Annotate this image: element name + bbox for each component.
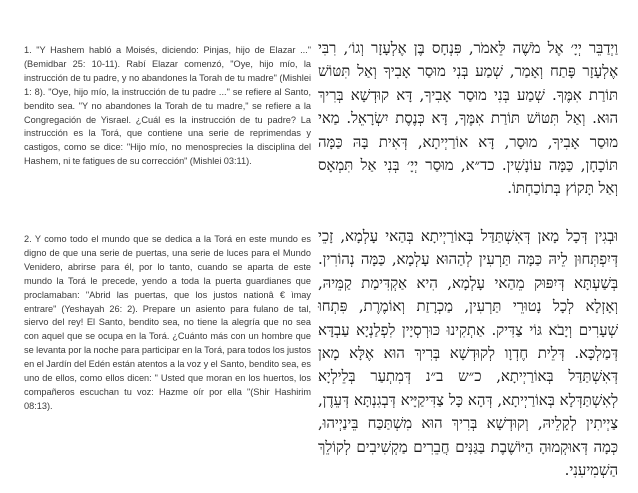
- hebrew-paragraph-1: וַיְדַבֵּר יְיָ׳ אֶל מֹשֶׁה לֵּאמֹר, פִּנְחָס בֶּן אֶלְעָזָר וְגוֹ׳, רִבִּי אֶלְעָזָר פָּתַח וְאָמַר, שְׁמַע בְּנִי מוּסַר אָבִיךָ וְאַל תִּטּוֹשׁ תּוֹרַת אִמֶּךָ. שְׁמַע בְּנִי מוּסַר אָבִיךָ, דָּא קוּדְשָׁא בְּרִיךְ הוּא. וְאַל תִּטּוֹשׁ תּוֹרַת אִמֶּךָ, דָּא כְּנֶסֶת יִשְׂרָאֵל. מַאי מוּסַר אָבִיךָ, מוּסָר, דָּא אוֹרַיְיתָא, דְּאִית בָּהּ כַּמָּה תּוֹכָחָן, כַּמָּה עוֹנָשִׁין. כד״א, מוּסַר יְיָ׳ בְּנִי אַל תִּמְאָס וְאַל תָּקוֹץ בְּתוֹכַחְתּוֹ.: [318, 39, 618, 198]
- spanish-paragraph-2: 2. Y como todo el mundo que se dedica a la Torá en este mundo es digno de que una serie de puertas, una serie de luces para el Mundo Venidero, abrirse para él, por lo tanto, cuando se aparta de este mundo la Torá le precede, yendo a toda la puerta guardianes que proclamaban: "Abrid las puertas, que los justos nationâ € ìmay entrare" (Yeshayah 26: 2). Prepare un asiento para fulano de tal, siervo del rey! El Santo, bendito sea, no tiene la alegría que no sea con aquel que se ocupa en la Torá. ¿Cuánto más con un hombre que se levanta por la noche para participar en la Torá, para todos los justos en el Jardín del Edén están atentos a la voz y el Santo, bendito sea, es uno de ellos, como ellos dicen: " Usted que moran en los huertos, los compañeros escuchan tu voz: Hazme oír por ella "(Shir Hashirim 08:13).: [24, 234, 311, 411]
- hebrew-paragraph-2: וּבְגִין דְּכָל מָאן דְּאִשְׁתַּדַּל בְּאוֹרַיְיתָא בְּהַאי עָלְמָא, זָכֵי דְּיִפְתְּחוּן לֵיהּ כַּמָּה תַּרְעִין לְהַהוּא עָלְמָא, כַּמָּה נְהוֹרִין. בְּשַׁעְתָּא דְּיִפּוּק מֵהַאי עָלְמָא, הִיא אַקְדִּימַת קַמֵּיהּ, וְאָזְלָא לְכָל נָטוּרֵי תַּרְעִין, מַכְרָזַת וְאוֹמֶרֶת, פִּתְחוּ שְׁעָרִים וְיָבֹא גּוֹי צַדִּיק. אַתְקִינוּ כּוּרְסְיָין לִפְלַנְיָא עַבְדָּא דְּמַלְכָּא. דְּלֵית חֶדְוָו לְקוּדְשָׁא בְּרִיךְ הוּא אֶלָּא מָאן דְּאִשְׁתַּדַּל בְּאוֹרַיְיתָא, כ״ש ב״נ דְּמִתְעַר בְּלֵילְיָא לְאִשְׁתַּדְּלָא בְּאוֹרַיְיתָא, דְּהָא כָּל צַדִּיקַיָּיא דְּבְגִנְתָּא דְּעֵדֶן, צַיְיתִין לְקָלֵיהּ, וְקוּדְשָׁא בְּרִיךְ הוּא מִשְׁתַּכַּח בֵּינַיְיהוּ, כְּמָה דְּאוּקְמוּהָ הַיּוֹשֶׁבֶת בַּגַּנִּים חֲבֵרִים מַקְשִׁיבִים לְקוֹלֵךְ הַשְׁמִיעִנִי.: [318, 227, 618, 480]
- spanish-paragraph-1: 1. "Y Hashem habló a Moisés, diciendo: Pinjas, hijo de Elazar ..." (Bemidbar 25: 10-11). Rabí Elazar comenzó, "Oye, hijo mío, la instrucción de tu padre, y no abandones la Torah de tu madre" (Mishlei 1: 8). "Oye, hijo mío, la instrucción de tu padre ..." se refiere al Santo, bendito sea. "Y no abandones la Torah de tu madre," se refiere a la Congregación de Yisrael. ¿Cuál es la instrucción de tu padre? La instrucción es la Torá, que contiene una serie de reprimendas y castigos, como se dice: "Hijo mío, no menosprecies la disciplina del Hashem, ni te fatigues de su corrección" (Mishlei 03:11).: [24, 45, 311, 167]
